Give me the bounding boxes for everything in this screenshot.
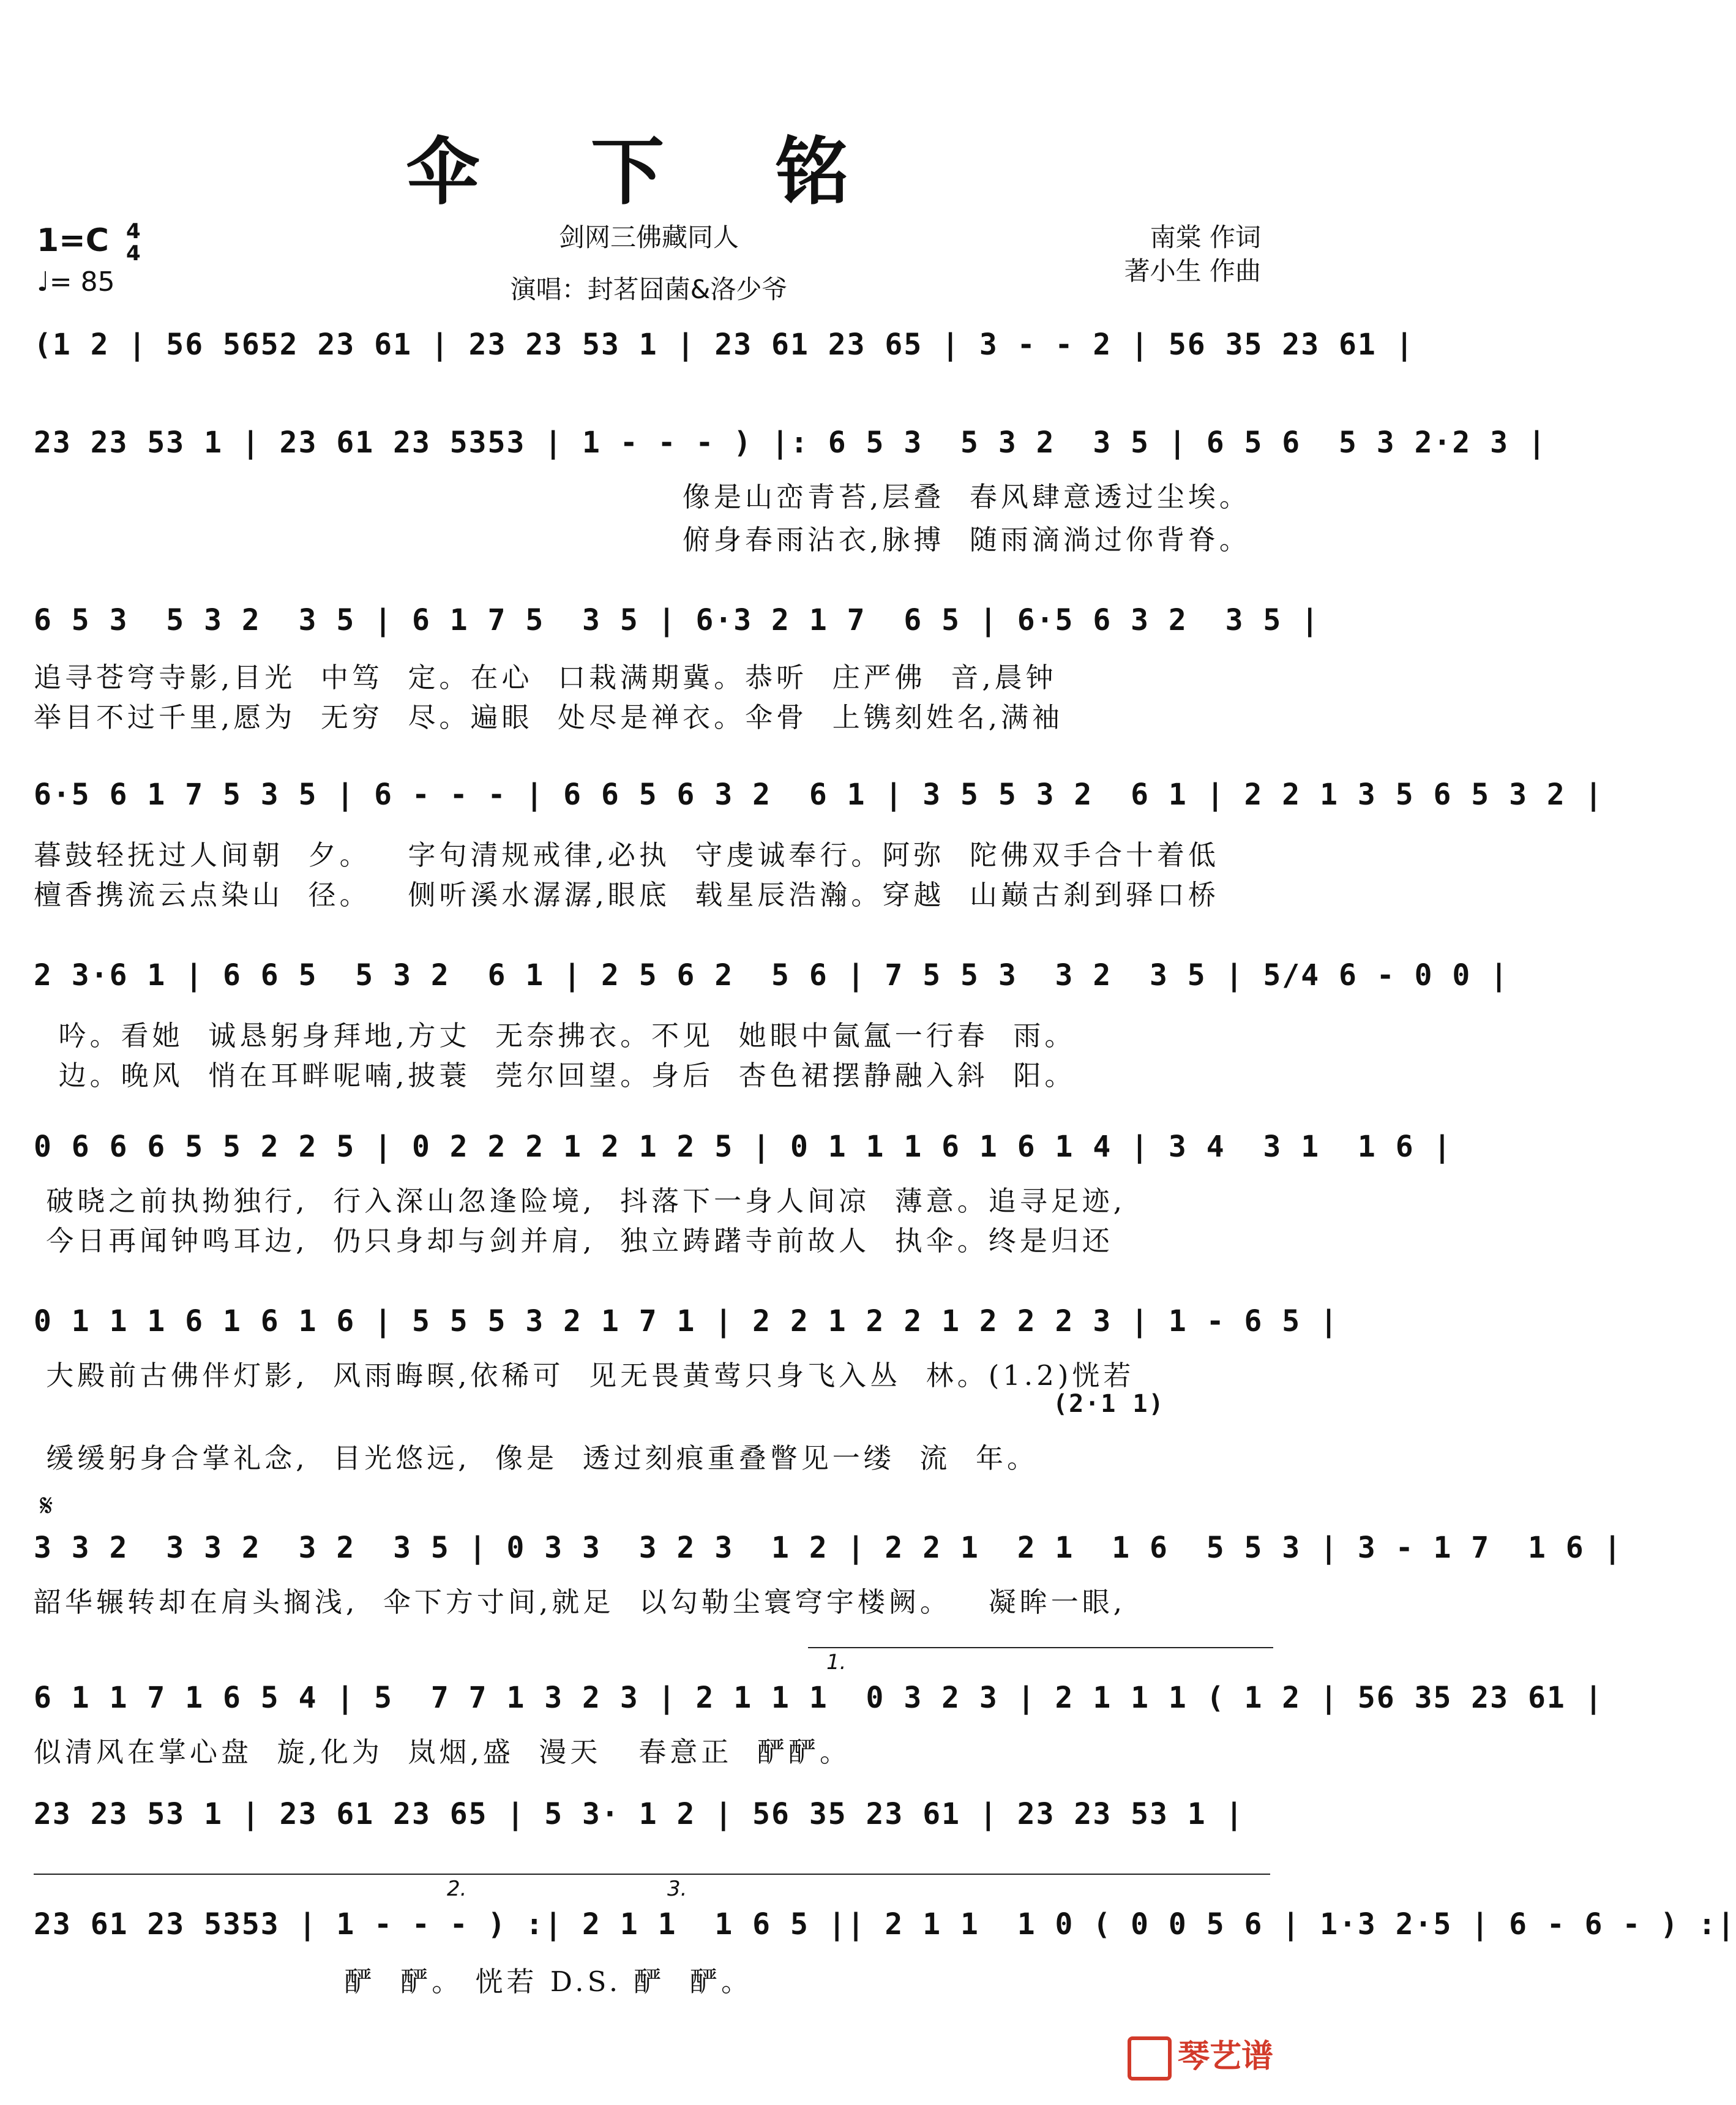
notation-line: 6·5 6 1 7 5 3 5 | 6 - - - | 6 6 5 6 3 2 6 1 | 3 5 5 3 2 6 1 | 2 2 1 3 5 6 5 3 2 |	[34, 778, 1604, 812]
time-sig-bottom: 4	[126, 241, 141, 266]
volta-3-label: 3.	[667, 1877, 687, 1901]
lyric-line-2: 边。晚风 悄在耳畔呢喃,披蓑 莞尔回望。身后 杏色裙摆静融入斜 阳。	[34, 1059, 1076, 1092]
lyric-line-1: 大殿前古佛伴灯影, 风雨晦暝,依稀可 见无畏黄莺只身飞入丛 林。(1.2)恍若	[34, 1359, 1135, 1392]
notation-line: 0 1 1 1 6 1 6 1 6 | 5 5 5 3 2 1 7 1 | 2 2 1 2 2 1 2 2 2 3 | 1 - 6 5 |	[34, 1304, 1339, 1338]
time-signature	[126, 220, 141, 265]
volta-2-label: 2.	[447, 1877, 467, 1901]
volta-bracket	[34, 1874, 1270, 1875]
logo-icon	[1128, 2036, 1172, 2081]
lyricist: 南棠 作词	[1150, 222, 1261, 252]
key-label: 1=C	[37, 222, 109, 259]
notation-line: (1 2 | 56 5652 23 61 | 23 23 53 1 | 23 61 23 65 | 3 - - 2 | 56 35 23 61 |	[34, 328, 1415, 362]
lyric-line-2: 举目不过千里,愿为 无穷 尽。遍眼 处尽是禅衣。伞骨 上镌刻姓名,满袖	[34, 701, 1064, 734]
notation-line: 6 1 1 7 1 6 5 4 | 5 7 7 1 3 2 3 | 2 1 1 1 0 3 2 3 | 2 1 1 1 ( 1 2 | 56 35 23 61 |	[34, 1681, 1604, 1715]
lyric-line-1: 韶华辗转却在肩头搁浅, 伞下方寸间,就足 以勾勒尘寰穹宇楼阙。 凝眸一眼,	[34, 1586, 1126, 1618]
composer: 著小生 作曲	[1124, 256, 1261, 286]
song-title: 伞 下 铭	[406, 129, 892, 215]
lyric-line-1: 酽 酽。 恍若 D.S. 酽 酽。	[34, 1965, 753, 1998]
lyric-line-1: 似清风在掌心盘 旋,化为 岚烟,盛 漫天 春意正 酽酽。	[34, 1736, 851, 1768]
logo-text: 琴艺谱	[1177, 2038, 1273, 2075]
lyric-line-1: 像是山峦青苔,层叠 春风肆意透过尘埃。	[683, 481, 1251, 513]
lyric-line-2: 俯身春雨沾衣,脉搏 随雨滴淌过你背脊。	[683, 523, 1251, 556]
lyric-line-2: 缓缓躬身合掌礼念, 目光悠远, 像是 透过刻痕重叠瞥见一缕 流 年。	[34, 1442, 1038, 1474]
singers: 演唱：封茗囧菌&洛少爷	[510, 274, 788, 304]
lyric-line-1: 追寻苍穹寺影,目光 中笃 定。在心 口栽满期冀。恭听 庄严佛 音,晨钟	[34, 661, 1057, 694]
segno-sign: 𝄋	[40, 1488, 53, 1523]
notation-line: 6 5 3 5 3 2 3 5 | 6 1 7 5 3 5 | 6·3 2 1 7 6 5 | 6·5 6 3 2 3 5 |	[34, 603, 1320, 637]
time-sig-top: 4	[126, 219, 141, 244]
site-logo	[1128, 2030, 1273, 2081]
notation-line: 23 23 53 1 | 23 61 23 5353 | 1 - - - ) |: 6 5 3 5 3 2 3 5 | 6 5 6 5 3 2·2 3 |	[34, 426, 1547, 460]
notation-line: 0 6 6 6 5 5 2 2 5 | 0 2 2 2 1 2 1 2 5 | 0 1 1 1 6 1 6 1 4 | 3 4 3 1 1 6 |	[34, 1130, 1453, 1164]
notation-line: 23 61 23 5353 | 1 - - - ) :| 2 1 1 1 6 5 || 2 1 1 1 0 ( 0 0 5 6 | 1·3 2·5 | 6 - 6 - ) :|	[34, 1907, 1736, 1942]
key-signature	[37, 220, 141, 265]
notation-line: 2 3·6 1 | 6 6 5 5 3 2 6 1 | 2 5 6 2 5 6 | 7 5 5 3 3 2 3 5 | 5/4 6 - 0 0 |	[34, 958, 1510, 992]
volta-1-label: 1.	[826, 1650, 847, 1675]
subtitle: 剑网三佛藏同人	[558, 222, 739, 252]
lyric-line-1: 暮鼓轻抚过人间朝 夕。 字句清规戒律,必执 守虔诚奉行。阿弥 陀佛双手合十着低	[34, 839, 1220, 871]
volta-bracket	[808, 1647, 1273, 1648]
lyric-line-2: 今日再闻钟鸣耳边, 仍只身却与剑并肩, 独立踌躇寺前故人 执伞。终是归还	[34, 1225, 1113, 1257]
notation-line: 23 23 53 1 | 23 61 23 65 | 5 3· 1 2 | 56 35 23 61 | 23 23 53 1 |	[34, 1797, 1244, 1831]
lyric-line-1: 破晓之前执拗独行, 行入深山忽逢险境, 抖落下一身人间凉 薄意。追寻足迹,	[34, 1185, 1126, 1217]
lyric-line-2: 檀香携流云点染山 径。 侧听溪水潺潺,眼底 载星辰浩瀚。穿越 山巅古刹到驿口桥	[34, 879, 1220, 911]
notation-line: 3 3 2 3 3 2 3 2 3 5 | 0 3 3 3 2 3 1 2 | 2 2 1 2 1 1 6 5 5 3 | 3 - 1 7 1 6 |	[34, 1531, 1623, 1565]
tempo-marking: ♩= 85	[37, 266, 115, 298]
alternate-ending: (2·1 1)	[1053, 1390, 1165, 1418]
lyric-line-1: 吟。看她 诚恳躬身拜地,方丈 无奈拂衣。不见 她眼中氤氲一行春 雨。	[34, 1019, 1076, 1052]
